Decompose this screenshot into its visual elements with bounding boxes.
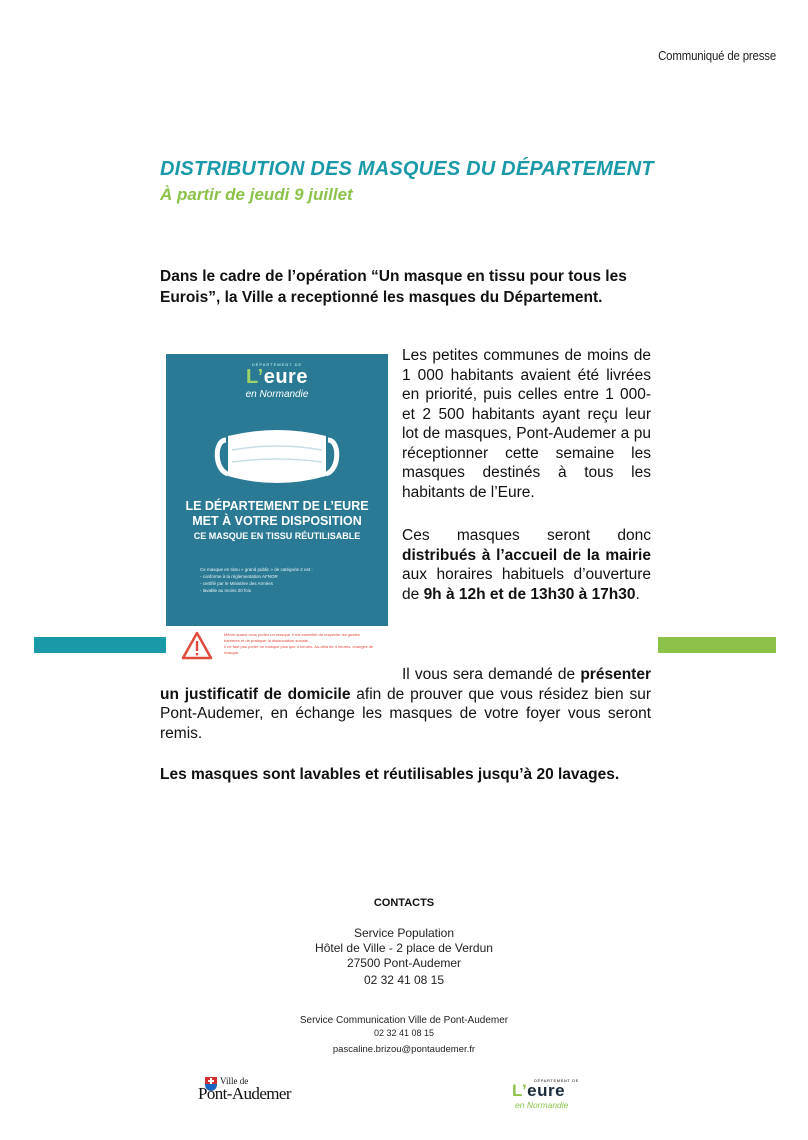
poster-logo-region: en Normandie (245, 389, 309, 400)
decorative-bar-green (658, 637, 776, 653)
mask-poster-image (166, 354, 388, 668)
contacts-heading: CONTACTS (373, 897, 435, 909)
logo-eure-word: eure (527, 1081, 566, 1100)
opening-hours: 9h à 12h et de 13h30 à 17h30 (423, 585, 636, 603)
poster-fine-print (200, 566, 360, 594)
paragraph-distribution (402, 526, 651, 604)
poster-warning-text (224, 632, 374, 656)
page-title: DISTRIBUTION DES MASQUES DU DÉPARTEMENT (160, 158, 654, 180)
bold-span: distribués à l’accueil de la mairie (402, 546, 651, 564)
pont-audemer-logo (198, 1076, 328, 1108)
logo-dept-label: DÉPARTEMENT DE (534, 1078, 579, 1083)
comm-service: Service Communication Ville de Pont-Audemer (299, 1015, 509, 1026)
poster-fine-line: Ce masque en tissu « grand public » de catégorie 2 est : (200, 567, 313, 572)
comm-email-link[interactable]: pascaline.brizou@pontaudemer.fr (332, 1044, 476, 1055)
intro-paragraph: Dans le cadre de l’opération “Un masque en tissu pour tous les Eurois”, la Ville a receptionné les masques du Département. (160, 268, 627, 306)
logo-eure-apostrophe: L’ (512, 1081, 528, 1100)
poster-fine-line: - conforme à la réglementation AFNOR (200, 574, 278, 579)
contact-city: 27500 Pont-Audemer (346, 956, 462, 970)
text-span: Ces masques seront donc (402, 527, 651, 544)
decorative-bar-teal (34, 637, 166, 653)
page-subtitle: À partir de jeudi 9 juillet (160, 185, 353, 204)
logo-eure-region: en Normandie (515, 1100, 569, 1110)
logo-pont-audemer-name: Pont-Audemer (198, 1084, 291, 1103)
paragraph-communes: Les petites communes de moins de 1 000 habitants avaient été livrées en priorité, puis celles entre 1 000- et 2 500 habitants ayant reçu leur lot de masques, Pont-Audemer a pu réceptionner cette semaine les masques destinés à tous les habitants de l’Eure. (402, 347, 651, 501)
contact-phone: 02 32 41 08 15 (363, 973, 445, 987)
poster-headline-1: LE DÉPARTEMENT DE L’EURE (185, 499, 369, 513)
bold-span: présenter un justificatif de domicile (160, 666, 651, 703)
press-release-label: Communiqué de presse (658, 48, 776, 63)
poster-fine-line: - lavable au moins 20 fois (200, 588, 252, 593)
poster-warning-line: Même quand vous portez un masque, il est essentiel de respecter les gestes barrières et de pratiquer la distanciation sociale. (224, 632, 360, 643)
text-span: afin de prouver que vous résidez bien sur Pont-Audemer, en échange les masques de votre foyer vous seront remis. (160, 685, 651, 742)
poster-warning-box (166, 626, 388, 668)
logo-ville-label: Ville de (220, 1076, 249, 1086)
poster-headline-2: MET À VOTRE DISPOSITION (192, 514, 362, 528)
face-mask-icon (212, 426, 342, 490)
text-span: . (635, 585, 640, 603)
poster-fine-line: - certifié par le Ministère des Armées (200, 581, 274, 586)
contact-address: Hôtel de Ville - 2 place de Verdun (315, 941, 493, 955)
poster-headline-3: CE MASQUE EN TISSU RÉUTILISABLE (193, 531, 361, 541)
paragraph-lavages: Les masques sont lavables et réutilisables jusqu’à 20 lavages. (160, 766, 620, 783)
logo-eure-name (512, 1081, 565, 1101)
warning-icon (180, 630, 214, 662)
paragraph-justificatif (160, 665, 651, 743)
eure-department-logo (512, 1078, 592, 1114)
text-span: Il vous sera demandé de (402, 666, 581, 683)
poster-dept-label: DÉPARTEMENT DE (251, 362, 303, 367)
contact-service: Service Population (353, 926, 455, 940)
poster-logo-name: eure (263, 366, 308, 388)
poster-logo-apostrophe: L’ (246, 366, 264, 388)
poster-eure-logo (166, 366, 388, 389)
comm-phone: 02 32 41 08 15 (373, 1028, 435, 1038)
poster-warning-line: Il ne faut pas porter un masque plus que 4 heures. Au-delà de 4 heures, changez de masque. (224, 644, 374, 655)
text-span: aux horaires habituels d’ouverture de (402, 566, 651, 603)
